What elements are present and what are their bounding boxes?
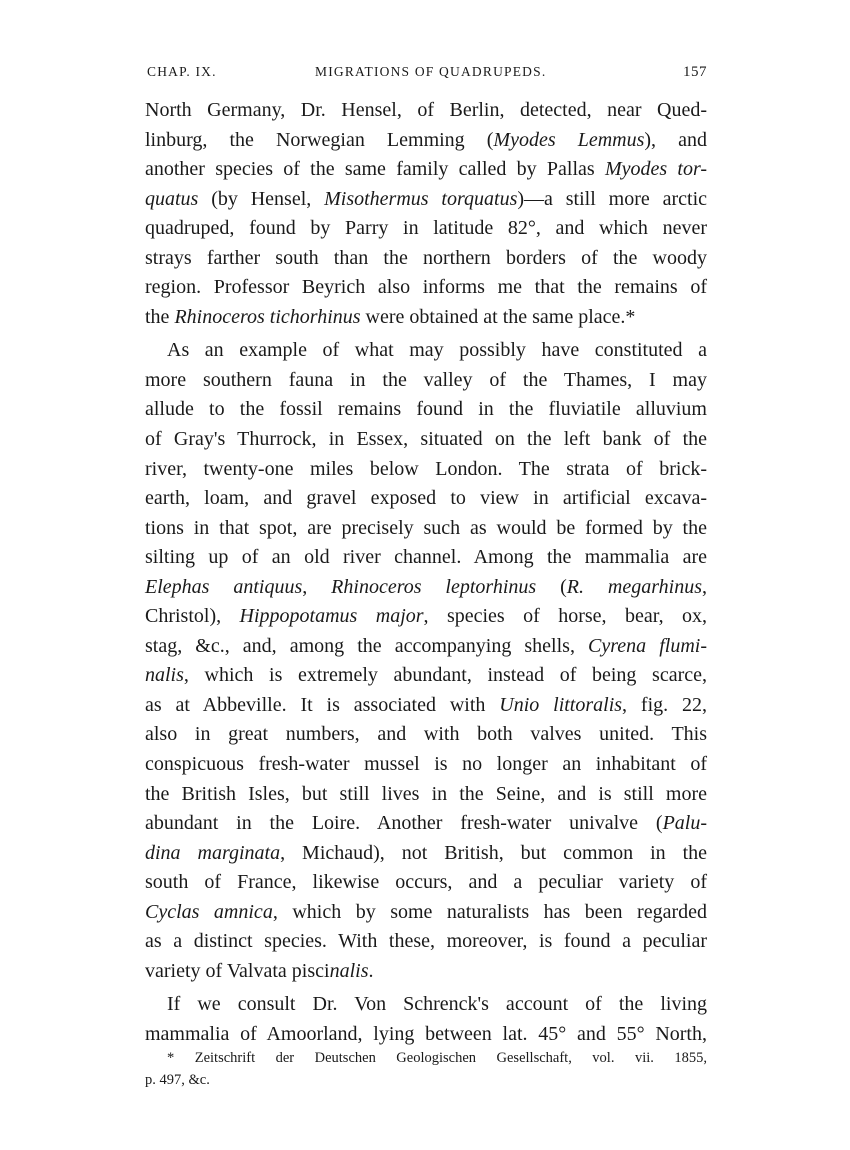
body-text-line: of Gray's Thurrock, in Essex, situated on the left bank of the [145,428,707,451]
page-number: 157 [683,64,707,80]
body-text-line: allude to the fossil remains found in the fluviatile alluvium [145,398,707,421]
italic-term: Hippopotamus major [239,605,424,628]
italic-term: Misothermus torquatus [324,187,518,210]
body-text-line: Cyclas amnica, which by some naturalists has been regarded [145,900,707,923]
italic-term: nalis [145,664,184,687]
body-text-line: linburg, the Norwegian Lemming (Myodes Lemmus), and [145,128,707,151]
italic-term: R. megarhinus [566,575,702,598]
running-title: MIGRATIONS OF QUADRUPEDS. [315,64,547,79]
chapter-label: CHAP. IX. [147,64,217,79]
body-text-line: Elephas antiquus, Rhinoceros leptorhinus (R. megarhinus, [145,575,707,598]
italic-term: Rhinoceros leptorhinus [331,575,537,598]
body-text-line: Christol), Hippopotamus major, species of horse, bear, ox, [145,605,707,628]
body-text-line: stag, &c., and, among the accompanying shells, Cyrena flumi- [145,634,707,657]
body-text-line: another species of the same family called by Pallas Myodes tor- [145,158,708,181]
italic-term: Myodes tor- [604,158,708,181]
italic-term: Rhinoceros tichorhinus [174,305,361,328]
body-text-line: quadruped, found by Parry in latitude 82°, and which never [145,217,707,240]
body-text-line: tions in that spot, are precisely such as would be formed by the [145,516,707,539]
footnote [145,1047,707,1091]
running-header [147,64,707,86]
body-text-line: nalis, which is extremely abundant, instead of being scarce, [145,664,707,687]
body-text-line: As an example of what may possibly have constituted a [167,339,707,362]
body-text-line: North Germany, Dr. Hensel, of Berlin, detected, near Qued- [145,99,707,121]
italic-term: Palu- [662,812,707,835]
italic-term: Unio littoralis [499,693,623,716]
body-text-line: river, twenty-one miles below London. The strata of brick- [145,457,707,480]
body-text-line: south of France, likewise occurs, and a peculiar variety of [145,871,707,894]
footnote-line: p. 497, &c. [145,1072,210,1088]
italic-term: quatus [145,187,199,210]
body-text-line: If we consult Dr. Von Schrenck's account of the living [167,993,707,1016]
body-text-line: as a distinct species. With these, moreover, is found a peculiar [145,930,707,953]
body-text-line: region. Professor Beyrich also informs me that the remains of [145,276,707,299]
body-text-line: quatus (by Hensel, Misothermus torquatus)—a still more arctic [145,187,707,210]
body-text-line: mammalia of Amoorland, lying between lat. 45° and 55° North, [145,1022,707,1045]
body-text-line: abundant in the Loire. Another fresh-water univalve (Palu- [145,812,707,835]
body-text-line: dina marginata, Michaud), not British, but common in the [145,841,707,864]
italic-term: nalis [329,959,369,982]
body-text [145,96,707,1050]
body-text-line: also in great numbers, and with both valves united. This [145,723,707,746]
body-text-line: the British Isles, but still lives in the Seine, and is still more [145,782,707,805]
body-text-line: silting up of an old river channel. Among the mammalia are [145,546,707,569]
italic-term: dina marginata [145,841,281,864]
body-text-line: earth, loam, and gravel exposed to view in artificial excava- [145,487,707,510]
italic-term: Myodes Lemmus [493,128,645,151]
body-text-line: as at Abbeville. It is associated with Unio littoralis, fig. 22, [145,693,708,716]
body-text-line: more southern fauna in the valley of the Thames, I may [145,368,707,391]
italic-term: Cyclas amnica [145,900,273,923]
body-text-line: strays farther south than the northern borders of the woody [145,246,707,269]
body-text-line: conspicuous fresh-water mussel is no longer an inhabitant of [145,753,707,776]
footnote-line: * Zeitschrift der Deutschen Geologischen Gesellschaft, vol. vii. 1855, [167,1050,707,1066]
italic-term: Elephas antiquus [145,575,303,598]
italic-term: Cyrena flumi- [588,634,707,657]
body-text-line: variety of Valvata piscinalis. [145,959,374,982]
body-text-line: the Rhinoceros tichorhinus were obtained at the same place.* [145,305,636,328]
